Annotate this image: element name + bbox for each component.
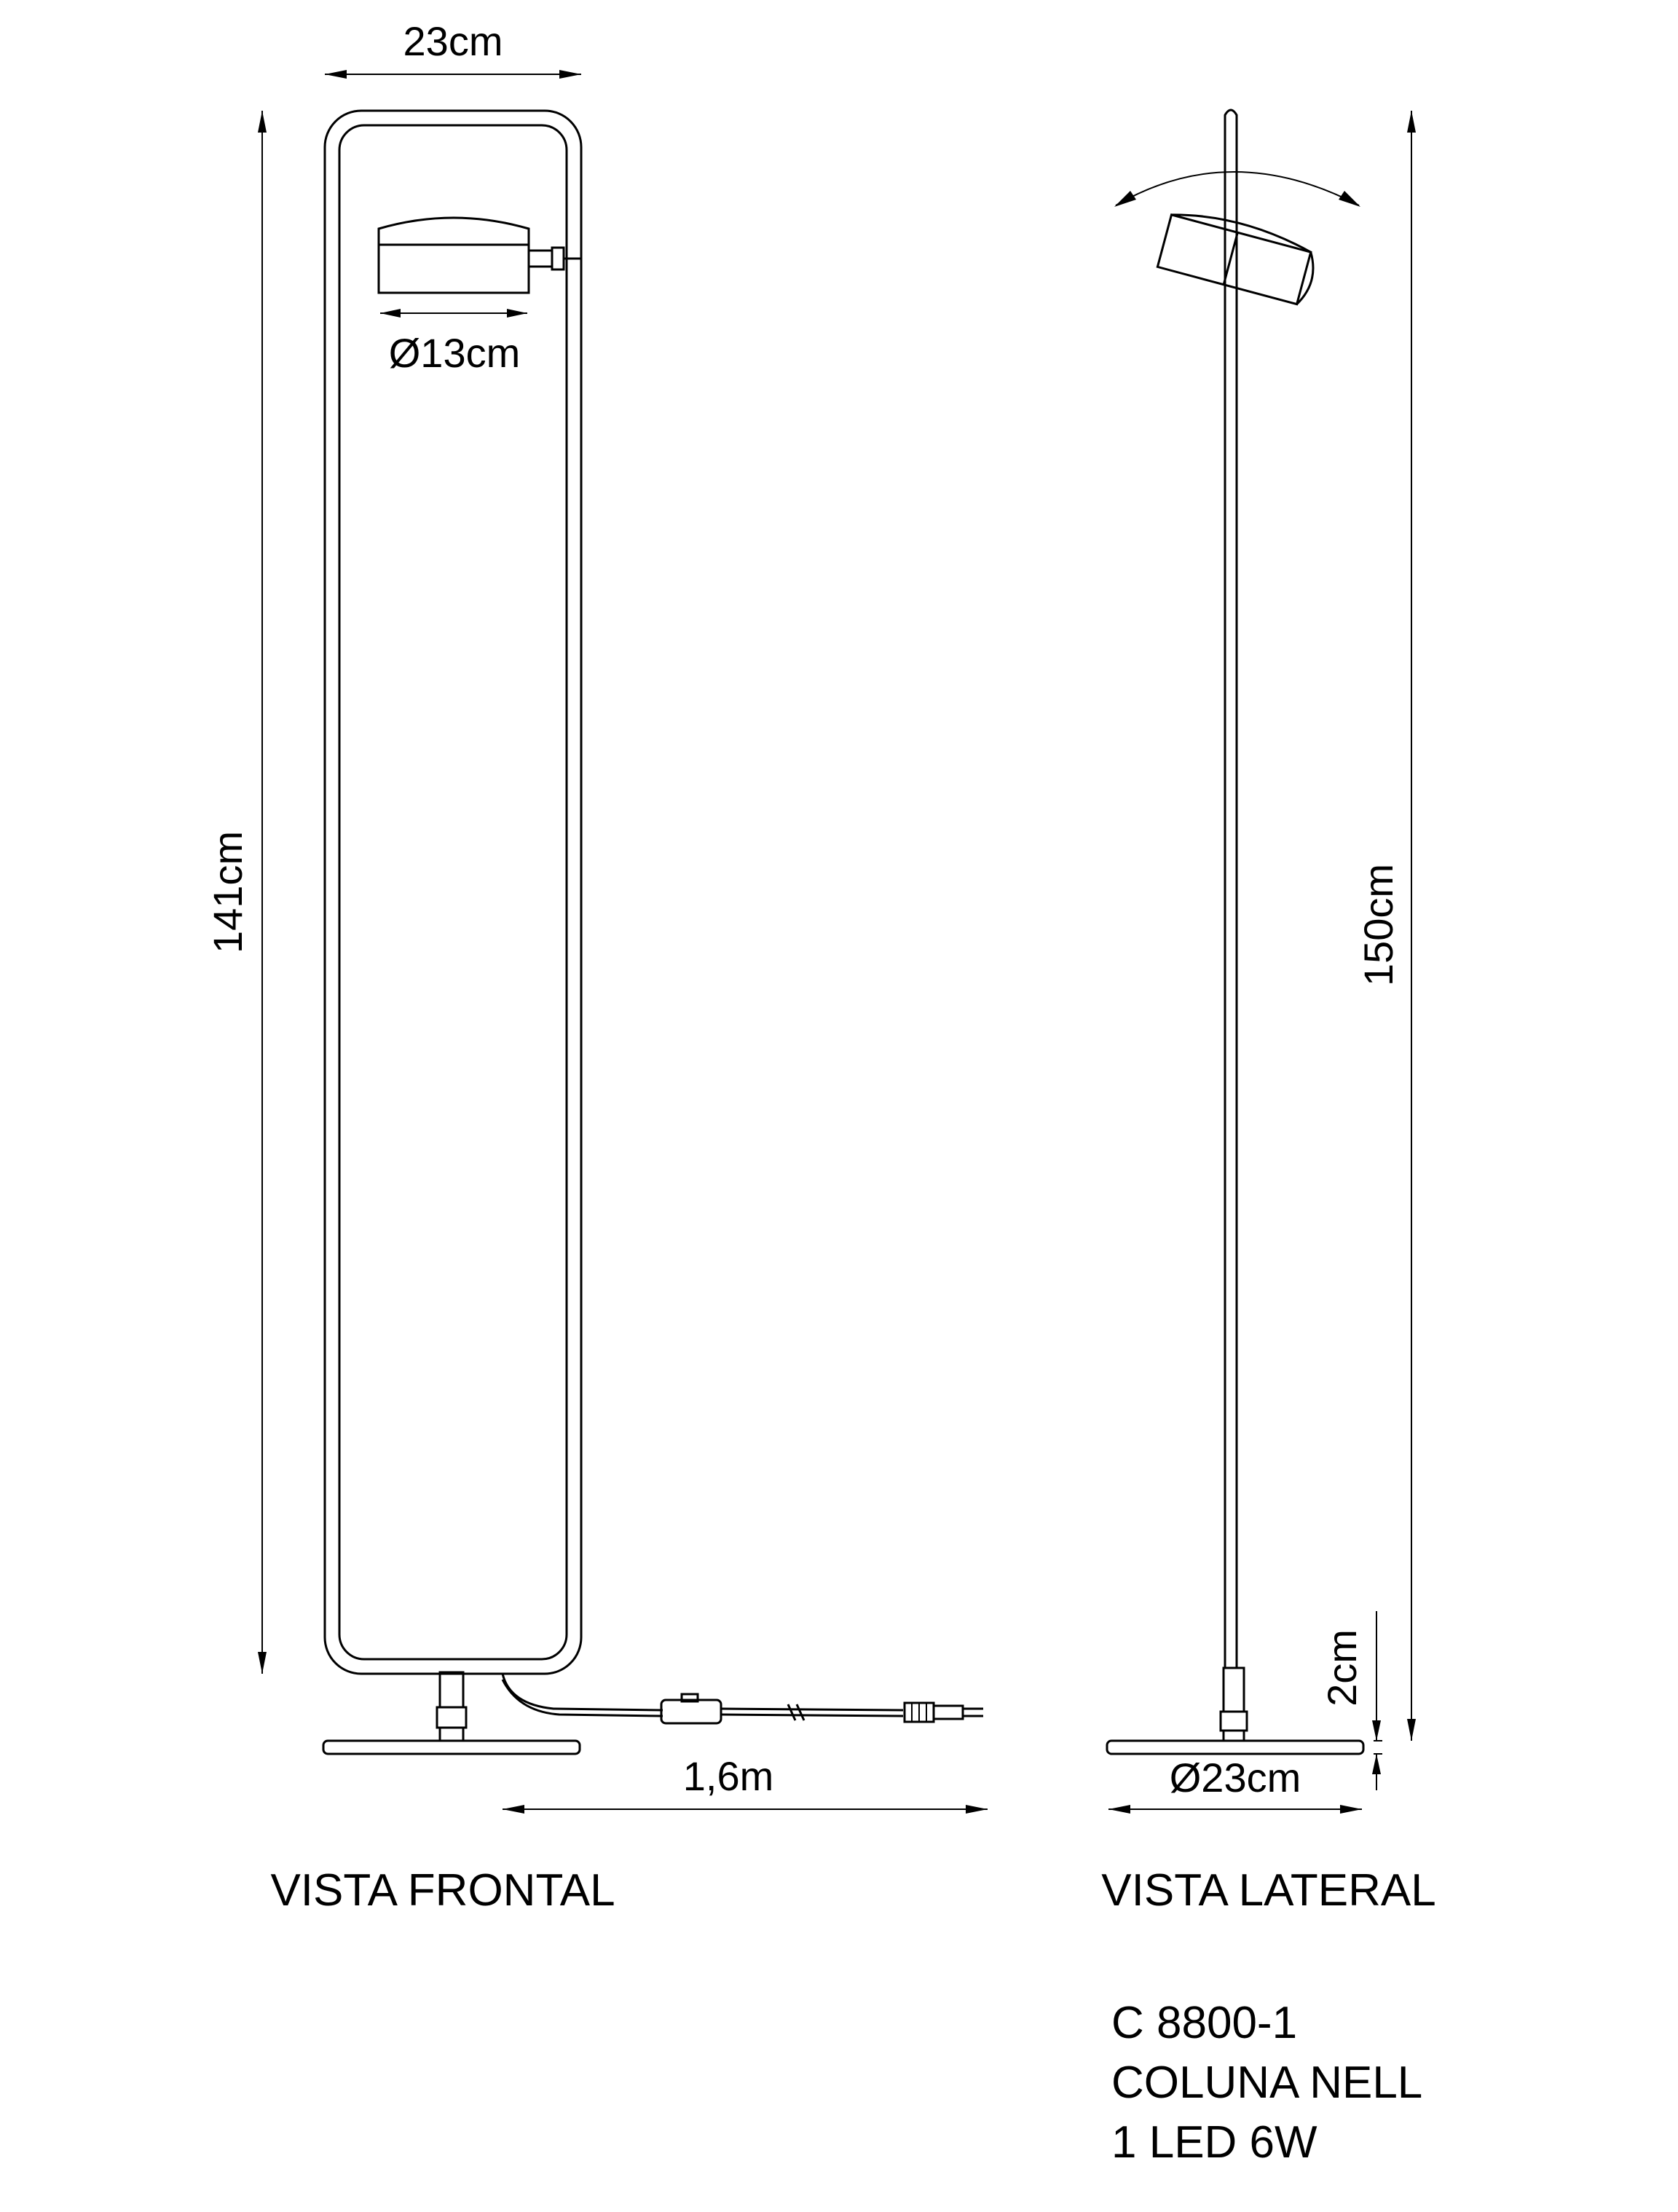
dim-frame-width	[325, 18, 581, 79]
dim-shade-diameter	[380, 309, 527, 376]
dim-cable-length	[503, 1753, 988, 1814]
dim-base-thickness-label: 2cm	[1319, 1629, 1365, 1707]
side-pole	[1225, 110, 1237, 1668]
dim-front-height-label: 141cm	[205, 830, 251, 954]
product-code: C 8800-1	[1111, 1998, 1298, 2048]
side-base	[1107, 1741, 1363, 1754]
dim-base-diameter-label: Ø23cm	[1169, 1755, 1301, 1800]
power-cable	[503, 1674, 983, 1723]
side-stem	[1221, 1668, 1247, 1741]
dim-side-height-label: 150cm	[1355, 863, 1401, 987]
product-spec: 1 LED 6W	[1111, 2117, 1317, 2168]
front-view	[205, 18, 988, 1916]
view-title-front: VISTA FRONTAL	[270, 1865, 615, 1916]
dim-side-height	[1355, 111, 1416, 1741]
product-name: COLUNA NELL	[1111, 2058, 1423, 2108]
view-title-side: VISTA LATERAL	[1101, 1865, 1436, 1916]
cable-switch	[661, 1700, 721, 1723]
dim-cable-length-label: 1,6m	[682, 1753, 774, 1799]
dim-base-diameter	[1108, 1755, 1362, 1814]
side-shade	[1157, 205, 1320, 306]
front-shade	[379, 218, 581, 293]
dim-base-thickness	[1319, 1611, 1382, 1790]
front-stem	[437, 1672, 466, 1741]
front-base	[323, 1741, 580, 1754]
title-block	[1111, 1998, 1422, 2168]
dim-shade-diameter-label: Ø13cm	[388, 330, 521, 376]
side-view	[1101, 110, 1435, 1916]
dim-front-height	[205, 111, 267, 1674]
cable-plug	[905, 1703, 983, 1722]
dim-frame-width-label: 23cm	[403, 18, 503, 64]
